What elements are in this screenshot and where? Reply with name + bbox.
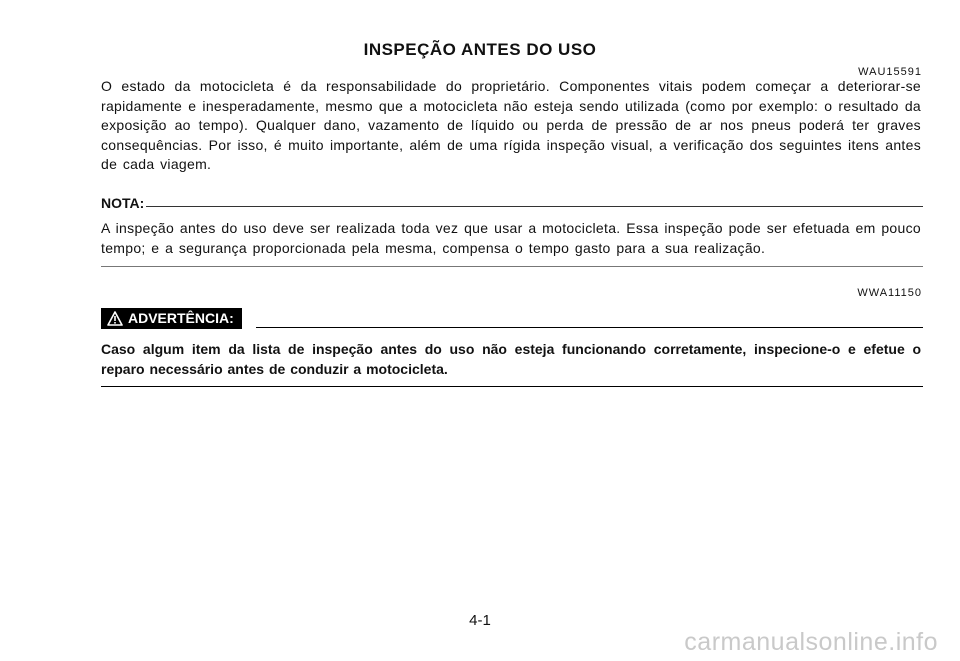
note-divider	[146, 206, 923, 207]
note-header	[101, 193, 923, 211]
page-number: 4-1	[469, 612, 491, 629]
note-end-rule	[101, 266, 923, 267]
note-text: A inspeção antes do uso deve ser realizada toda vez que usar a motocicleta. Essa inspeção pode ser efetuada em pouco tempo; e a segurança proporcionada pela mesma, compensa o tempo gasto para a sua realização.	[101, 220, 921, 256]
intro-paragraph: O estado da motocicleta é da responsabilidade do proprietário. Componentes vitais podem começar a deteriorar-se rapidamente e inesperadamente, mesmo que a motocicleta não esteja sendo utilizada (como por exemplo: o resultado da exposição ao tempo). Qualquer dano, vazamento de líquido ou perda de pressão de ar nos pneus poderá ter graves consequências. Por isso, é muito importante, além de uma rígida inspeção visual, a verificação dos seguintes itens antes de cada viagem.	[101, 78, 921, 172]
warning-text: Caso algum item da lista de inspeção antes do uso não esteja funcionando corretamente, inspecione-o e efetue o reparo necessário antes de conduzir a motocicleta.	[101, 341, 921, 377]
watermark-text: carmanualsonline.info	[684, 628, 938, 656]
page-title: INSPEÇÃO ANTES DO USO	[363, 40, 597, 59]
section-code: WAU15591	[858, 66, 922, 78]
warning-end-rule	[101, 386, 923, 387]
warning-triangle-icon	[107, 311, 123, 326]
warning-code: WWA11150	[857, 287, 922, 299]
warning-label: ADVERTÊNCIA:	[128, 310, 234, 326]
warning-divider	[256, 327, 923, 328]
warning-badge	[101, 308, 242, 329]
warning-header	[101, 305, 923, 329]
note-label: NOTA:	[101, 195, 145, 211]
